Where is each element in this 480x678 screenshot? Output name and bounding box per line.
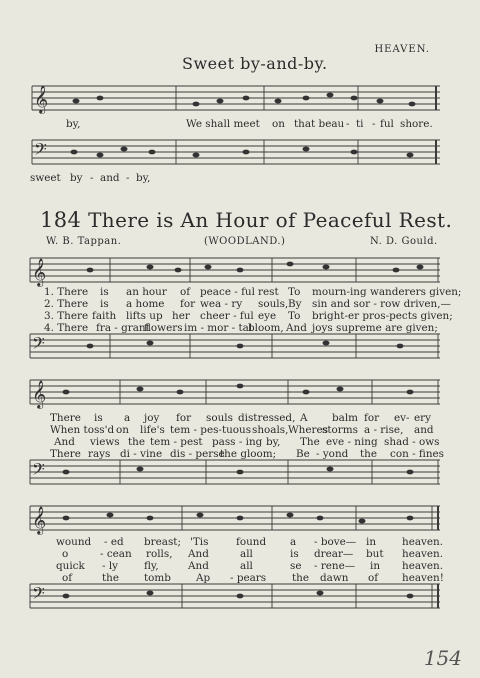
composer: N. D. Gould. — [370, 236, 438, 247]
staff-s3-bass — [30, 584, 440, 608]
bass-clef-icon: 𝄢 — [32, 333, 45, 357]
author: W. B. Tappan. — [46, 236, 122, 247]
verse1-line-s3: wound - ed breast; 'Tis found a - bove— in heaven. — [56, 536, 444, 548]
verse3-line-s2: And views the tem - pest pass - ing by, The eve - ning shad - ows — [54, 436, 440, 448]
staff-top-bass — [32, 140, 440, 164]
bass-clef-icon: 𝄢 — [32, 583, 45, 607]
bass-clef-icon: 𝄢 — [32, 459, 45, 483]
verse4-line: 4. There fra - grant flowers im - mor - tal bloom, And joys supreme are given; — [44, 322, 438, 334]
staff-s3-treble — [30, 506, 440, 530]
verse1-line-s2: There is a joy for souls distressed, A balm for ev - ery — [50, 412, 431, 424]
treble-clef-icon: 𝄞 — [32, 380, 47, 408]
hymn-number: 184 — [40, 208, 82, 232]
hymn-title: There is An Hour of Peaceful Rest. — [88, 208, 453, 232]
top-lyrics-row2: sweet by - and - by, — [30, 172, 151, 184]
bass-clef-icon: 𝄢 — [34, 139, 47, 163]
verse1-line: 1. There is an hour of peace - ful rest To mourn-ing wanderers given; — [44, 286, 462, 298]
staff-s2-bass — [30, 460, 440, 484]
verse3-line: 3. There faith lifts up her cheer - ful eye To bright-er pros-pects given; — [44, 310, 453, 322]
page-number: 154 — [423, 646, 462, 670]
verse4-line-s3: of the tomb Ap - pears the dawn of heaven! — [62, 572, 444, 584]
top-lyrics-row1: by, We shall meet on that beau - ti - ful shore. — [66, 118, 433, 130]
hymn-title-row — [40, 208, 452, 232]
staff-top-treble — [32, 86, 440, 110]
verse2-line-s2: When toss'd on life's tem - pes-tuous shoals, Wheres storms a - rise, and — [50, 424, 434, 436]
verse4-line-s2: There rays di - vine dis - perse the gloom; Be - yond the con - fines — [50, 448, 444, 460]
treble-clef-icon: 𝄞 — [32, 258, 47, 286]
tune-name: (WOODLAND.) — [204, 236, 286, 247]
verse2-line: 2. There is a home for wea - ry souls, By sin and sor - row driven,— — [44, 298, 451, 310]
section-heading: HEAVEN. — [374, 44, 430, 55]
treble-clef-icon: 𝄞 — [34, 85, 49, 113]
verse2-line-s3: o - cean rolls, And all is drear— but heaven. — [62, 548, 444, 560]
verse3-line-s3: quick - ly fly, And all se - rene— in heaven. — [56, 560, 444, 572]
staff-s2-treble — [30, 380, 440, 404]
treble-clef-icon: 𝄞 — [32, 506, 47, 534]
top-hymn-title: Sweet by-and-by. — [182, 54, 328, 73]
